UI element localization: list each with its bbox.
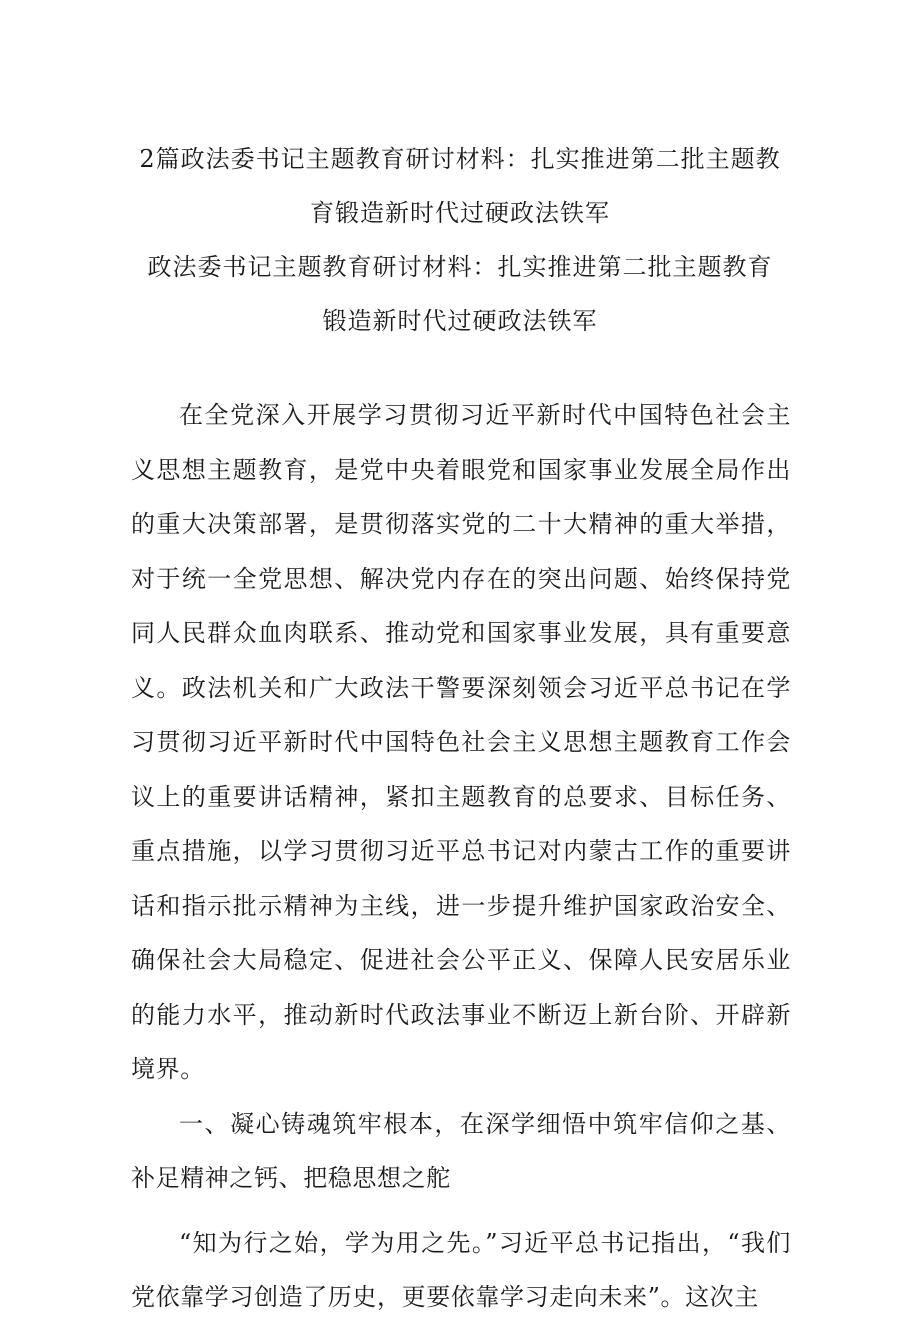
- section-heading-1: 一、凝心铸魂筑牢根本，在深学细悟中筑牢信仰之基、补足精神之钙、把稳思想之舵: [131, 1109, 791, 1192]
- title-line-1: 2篇政法委书记主题教育研讨材料：扎实推进第二批主题教: [139, 145, 781, 173]
- subtitle-line-1: 政法委书记主题教育研讨材料：扎实推进第二批主题教育: [147, 253, 773, 281]
- document-title: [130, 132, 790, 348]
- document-body: [131, 388, 791, 1325]
- subtitle-line-2: 锻造新时代过硬政法铁军: [322, 307, 598, 335]
- title-line-2: 育锻造新时代过硬政法铁军: [310, 199, 610, 227]
- section-paragraph-1: “知为行之始，学为用之先。”习近平总书记指出，“我们党依靠学习创造了历史，更要依靠学习走向未来”。这次主: [131, 1228, 791, 1311]
- intro-paragraph: 在全党深入开展学习贯彻习近平新时代中国特色社会主义思想主题教育，是党中央着眼党和国家事业发展全局作出的重大决策部署，是贯彻落实党的二十大精神的重大举措，对于统一全党思想、解决党内存在的突出问题、始终保持党同人民群众血肉联系、推动党和国家事业发展，具有重要意义。政法机关和广大政法干警要深刻领会习近平总书记在学习贯彻习近平新时代中国特色社会主义思想主题教育工作会议上的重要讲话精神，紧扣主题教育的总要求、目标任务、重点措施，以学习贯彻习近平总书记对内蒙古工作的重要讲话和指示批示精神为主线，进一步提升维护国家政治安全、确保社会大局稳定、促进社会公平正义、保障人民安居乐业的能力水平，推动新时代政法事业不断迈上新台阶、开辟新境界。: [131, 401, 791, 1083]
